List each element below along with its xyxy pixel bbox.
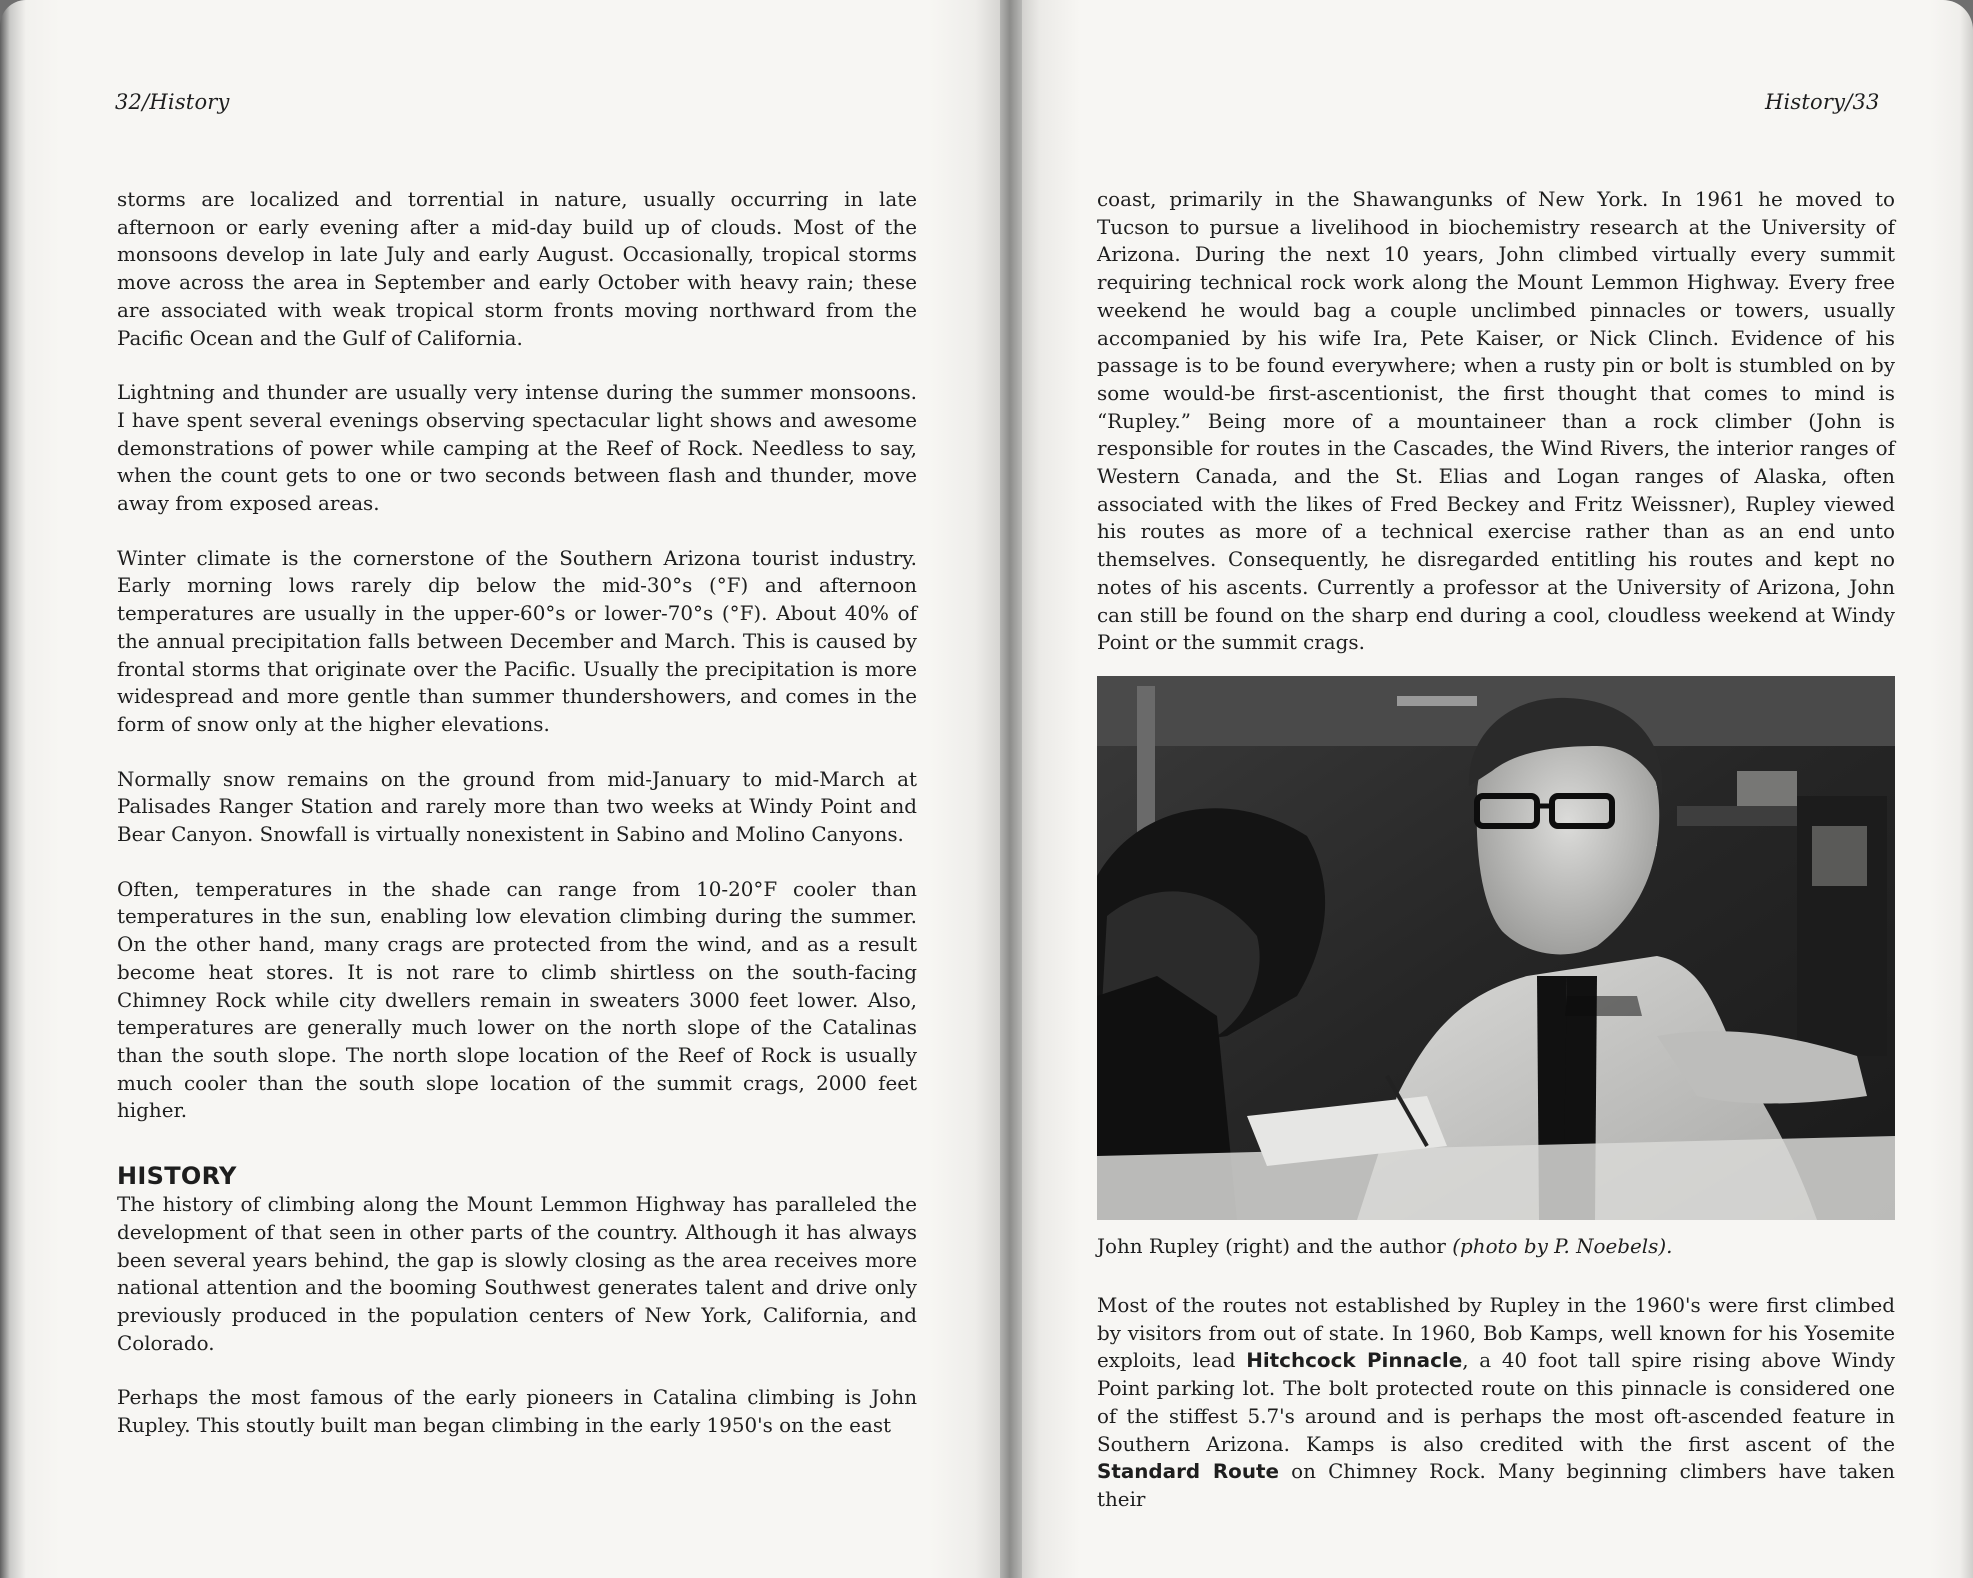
paragraph-kamps-part3: on Chimney Rock. Many beginning climbers have taken their xyxy=(1097,1460,1895,1511)
caption-text: John Rupley (right) and the author xyxy=(1097,1235,1453,1258)
photo-illustration xyxy=(1097,676,1895,1220)
term-hitchcock-pinnacle: Hitchcock Pinnacle xyxy=(1246,1349,1463,1373)
section-heading-history: HISTORY xyxy=(117,1162,237,1191)
caption-credit: (photo by P. Noebels). xyxy=(1452,1235,1673,1258)
term-standard-route: Standard Route xyxy=(1097,1460,1280,1484)
paragraph-monsoon-storms: storms are localized and torrential in nature, usually occurring in late afternoon or early evening after a mid-day build up of clouds. Most of the monsoons develop in late July and early August. Occasionally, tropical storms move across the area in September and early October with heavy rain; these are associated with weak tropical storm fronts moving northward from the Pacific Ocean and the Gulf of California. xyxy=(117,188,917,350)
paragraph-snow: Normally snow remains on the ground from mid-January to mid-March at Palisades Ranger Station and rarely more than two weeks at Windy Point and Bear Canyon. Snowfall is virtually nonexistent in Sabino and Molino Canyons. xyxy=(117,767,917,847)
left-text-column xyxy=(117,186,917,1440)
paragraph-kamps-part1: Most of the routes not established by Rupley in the 1960's were first climbed by visitors from out of state. In 1960, Bob Kamps, well known for his Yosemite exploits, lead xyxy=(1097,1294,1895,1373)
right-running-head: History/33 xyxy=(1765,90,1880,114)
left-running-head: 32/History xyxy=(115,90,230,114)
paragraph-rupley-continued: coast, primarily in the Shawangunks of New York. In 1961 he moved to Tucson to pursue a livelihood in biochemistry research at the University of Arizona. During the next 10 years, John climbed virtually every summit requiring technical rock work along the Mount Lemmon Highway. Every free weekend he would bag a couple unclimbed pinnacles or towers, usually accompanied by his wife Ira, Pete Kaiser, or Nick Clinch. Evidence of his passage is to be found everywhere; when a rusty pin or bolt is stumbled on by some would-be first-ascentionist, the first thought that comes to mind is “Rupley.” Being more of a mountaineer than a rock climber (John is responsible for routes in the Cascades, the Wind Rivers, the interior ranges of Western Canada, and the St. Elias and Logan ranges of Alaska, often associated with the likes of Fred Beckey and Fritz Weissner), Rupley viewed his routes as more of a technical exercise rather than as an end unto themselves. Consequently, he disregarded entitling his routes and kept no notes of his ascents. Currently a professor at the University of Arizona, John can still be found on the sharp end during a cool, cloudless weekend at Windy Point or the summit crags. xyxy=(1097,188,1895,655)
right-text-column xyxy=(1097,186,1895,657)
right-lower-column xyxy=(1097,1292,1895,1514)
photo-caption xyxy=(1097,1233,1897,1260)
paragraph-kamps xyxy=(1097,1292,1895,1514)
paragraph-shade-temperatures: Often, temperatures in the shade can range from 10-20°F cooler than temperatures in the sun, enabling low elevation climbing during the summer. On the other hand, many crags are protected from the wind, and as a result become heat stores. It is not rare to climb shirtless on the south-facing Chimney Rock while city dwellers remain in sweaters 3000 feet lower. Also, temperatures are generally much lower on the north slope of the Catalinas than the south slope. The north slope location of the Reef of Rock is usually much cooler than the south slope location of the summit crags, 2000 feet higher. xyxy=(117,877,917,1123)
paragraph-history-intro: The history of climbing along the Mount Lemmon Highway has paralleled the development of that seen in other parts of the country. Although it has always been several years behind, the gap is slowly closing as the area receives more national attention and the booming Southwest generates talent and drive only previously produced in the population centers of New York, California, and Colorado. xyxy=(117,1193,917,1355)
paragraph-kamps-part2: , a 40 foot tall spire rising above Windy Point parking lot. The bolt protected route on this pinnacle is considered one of the stiffest 5.7's around and is perhaps the most oft-ascended feature in Southern Arizona. Kamps is also credited with the first ascent of the xyxy=(1097,1349,1895,1456)
paragraph-lightning: Lightning and thunder are usually very intense during the summer monsoons. I have spent several evenings observing spectacular light shows and awesome demonstrations of power while camping at the Reef of Rock. Needless to say, when the count gets to one or two seconds between flash and thunder, move away from exposed areas. xyxy=(117,381,917,516)
paragraph-rupley-intro: Perhaps the most famous of the early pioneers in Catalina climbing is John Rupley. This stoutly built man began climbing in the early 1950's on the east xyxy=(117,1386,917,1438)
paragraph-winter-climate: Winter climate is the cornerstone of the Southern Arizona tourist industry. Early morning lows rarely dip below the mid-30°s (°F) and afternoon temperatures are usually in the upper-60°s or lower-70°s (°F). About 40% of the annual precipitation falls between December and March. This is caused by frontal storms that originate over the Pacific. Usually the precipitation is more widespread and more gentle than summer thundershowers, and comes in the form of snow only at the higher elevations. xyxy=(117,546,917,736)
book-gutter xyxy=(1000,0,1022,1578)
photo-rupley-and-author xyxy=(1097,676,1895,1220)
